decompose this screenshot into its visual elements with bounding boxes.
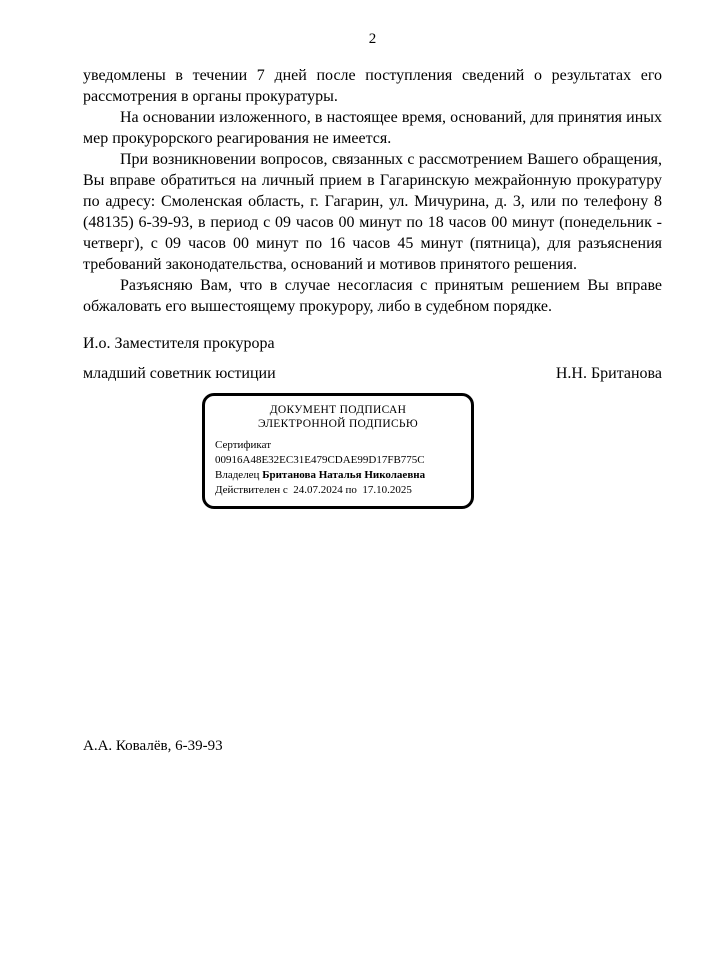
- digital-signature-stamp: [202, 393, 474, 509]
- stamp-title: [215, 403, 461, 431]
- stamp-certificate-line: [215, 438, 461, 468]
- page-number: 2: [368, 31, 377, 47]
- stamp-validity-line: Действителен с 24.07.2024 по 17.10.2025: [215, 484, 412, 496]
- signatory-position-line-1: И.о. Заместителя прокурора: [83, 335, 275, 352]
- signatory-position-line-2: младший советник юстиции: [83, 365, 276, 382]
- paragraph-continuation: уведомлены в течении 7 дней после поступления сведений о результатах его рассмотрения в органы прокуратуры.: [83, 67, 662, 105]
- stamp-certificate-label: Сертификат: [215, 439, 271, 451]
- stamp-owner-line: [215, 468, 461, 483]
- stamp-owner-label: Владелец: [215, 469, 260, 481]
- stamp-title-line-1: ДОКУМЕНТ ПОДПИСАН: [269, 404, 407, 416]
- paragraph-appeal-rights: Разъясняю Вам, что в случае несогласия с принятым решением Вы вправе обжаловать его вышестоящему прокурору, либо в судебном порядке.: [83, 277, 662, 315]
- stamp-certificate-value: 00916A48E32EC31E479CDAE99D17FB775C: [215, 454, 425, 466]
- paragraph-no-measures: На основании изложенного, в настоящее время, оснований, для принятия иных мер прокурорского реагирования не имеется.: [83, 109, 662, 147]
- stamp-owner-value: Британова Наталья Николаевна: [262, 469, 426, 481]
- stamp-title-line-2: ЭЛЕКТРОННОЙ ПОДПИСЬЮ: [258, 418, 418, 430]
- signature-row: [83, 363, 662, 384]
- paragraph-contact-info: При возникновении вопросов, связанных с рассмотрением Вашего обращения, Вы вправе обратиться на личный прием в Гагаринскую межрайонную прокуратуру по адресу: Смоленская область, г. Гагарин, ул. Мичурина, д. 3, или по телефону 8 (48135) 6-39-93, в период с 09 часов 00 минут по 18 часов 00 минут (понедельник - четверг), с 09 часов 00 минут по 16 часов 45 минут (пятница), для разъяснения требований законодательства, оснований и мотивов принятого решения.: [83, 151, 662, 273]
- stamp-fields: [215, 438, 461, 498]
- signatory-name: Н.Н. Британова: [555, 365, 662, 382]
- executor-contact: А.А. Ковалёв, 6-39-93: [83, 738, 223, 754]
